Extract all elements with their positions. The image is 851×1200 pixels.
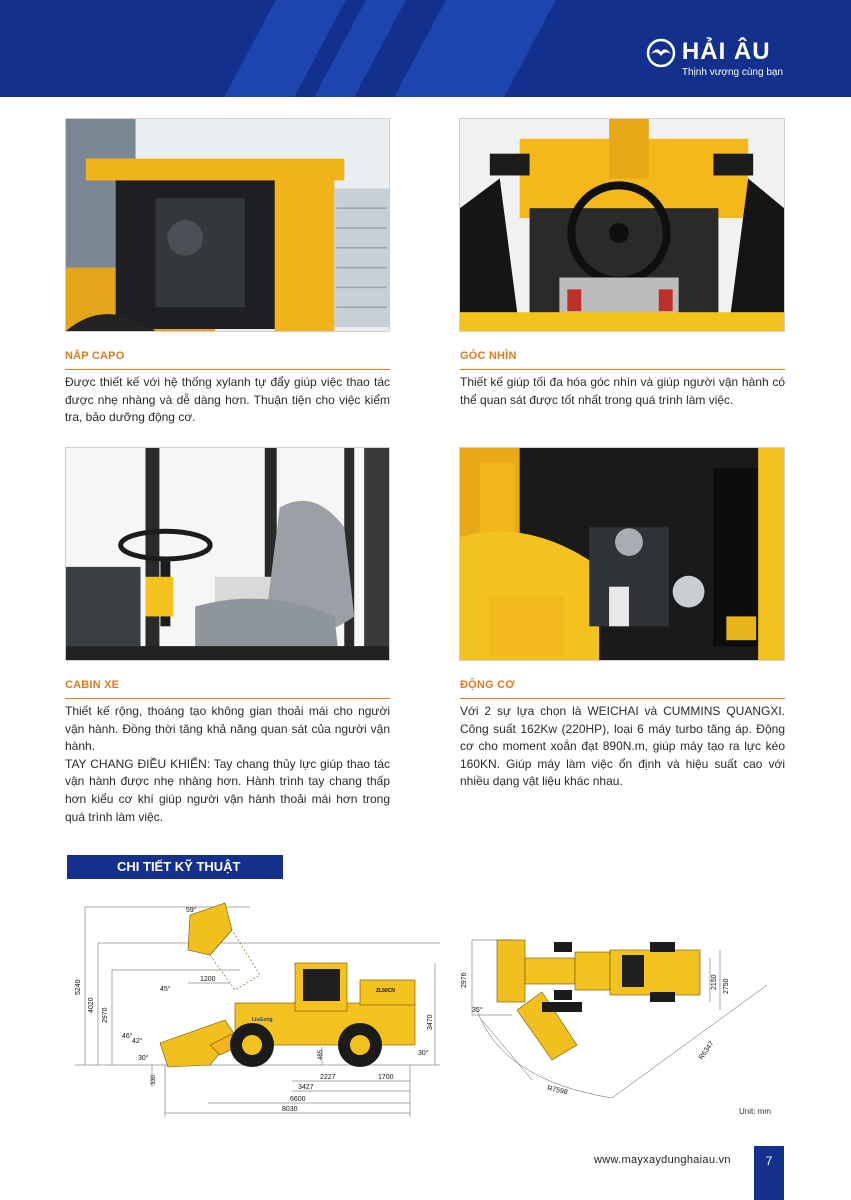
top-view-diagram bbox=[462, 930, 782, 1105]
angle-label: 30° bbox=[418, 1050, 429, 1057]
page-number: 7 bbox=[754, 1146, 784, 1200]
brand-name: HẢI ÂU bbox=[681, 38, 771, 65]
section-body-hood bbox=[65, 374, 390, 427]
height-label: 330 bbox=[151, 1074, 157, 1085]
section-body-cabin bbox=[65, 703, 390, 826]
dim-label: R7598 bbox=[546, 1085, 569, 1097]
angle-label: 42° bbox=[132, 1038, 143, 1045]
length-label: 1700 bbox=[378, 1074, 394, 1081]
height-label: 2970 bbox=[102, 1007, 109, 1023]
section-divider bbox=[65, 369, 390, 370]
height-label: 4020 bbox=[88, 997, 95, 1013]
top-bucket bbox=[497, 940, 525, 1002]
section-title-cabin: CABIN XE bbox=[65, 679, 120, 691]
model-label: ZL50CN bbox=[376, 988, 395, 994]
unit-note: Unit: mm bbox=[739, 1107, 771, 1116]
hood-photo bbox=[65, 118, 390, 332]
dim-label: 2150 bbox=[711, 974, 718, 990]
view-photo bbox=[459, 118, 785, 332]
section-text: Thiết kế giúp tối đa hóa góc nhìn và giúp người vận hành có thể quan sát được tốt nhất trong quá trình làm việc. bbox=[460, 375, 785, 407]
section-text: Với 2 sự lựa chọn là WEICHAI và CUMMINS QUANGXI. Công suất 162Kw (220HP), loại 6 máy turbo tăng áp. Động cơ cho moment xoắn đạt 890N.m, giúp máy tạo ra lực kéo 160KN. Giúp máy làm việc ổn định và hiệu suất cao với nhiều dạng vật liệu khác nhau. bbox=[460, 704, 785, 789]
section-title-engine: ĐỘNG CƠ bbox=[460, 679, 515, 691]
header-stripe bbox=[394, 0, 556, 97]
seagull-logo-icon bbox=[646, 38, 676, 68]
angle-label: 30° bbox=[138, 1055, 149, 1062]
section-text: Thiết kế rộng, thoáng tạo không gian thoải mái cho người vận hành. Đồng thời tăng khả năng quan sát của người vận hành. bbox=[65, 704, 390, 754]
length-label: 6600 bbox=[290, 1096, 306, 1103]
reach-label: 1200 bbox=[200, 976, 216, 983]
section-text: TAY CHANG ĐIỀU KHIỂN: Tay chang thủy lực giúp thao tác vận hành được nhẹ nhàng hơn. Hành trình tay chang thấp hơn kiểu cơ khí giúp người vận hành thoải mái hơn trong quá trình làm việc. bbox=[65, 756, 390, 824]
dim-label: 2750 bbox=[723, 978, 730, 994]
dim-label: R6347 bbox=[697, 1040, 716, 1062]
dim-label: 35° bbox=[472, 1007, 483, 1014]
height-label: 3470 bbox=[427, 1014, 434, 1030]
section-divider bbox=[460, 369, 785, 370]
angle-label: 46° bbox=[122, 1033, 133, 1040]
length-label: 8030 bbox=[282, 1106, 298, 1113]
brand-logo bbox=[682, 38, 783, 78]
brand-slogan: Thịnh vượng cùng bạn bbox=[681, 67, 783, 78]
length-label: 2227 bbox=[320, 1074, 336, 1081]
angle-label: 59° bbox=[186, 907, 197, 914]
dim-label: 2976 bbox=[461, 972, 468, 988]
footer-url: www.mayxaydunghaiau.vn bbox=[594, 1154, 731, 1166]
section-body-engine bbox=[460, 703, 785, 791]
height-label: 5240 bbox=[75, 979, 82, 995]
height-label: 485 bbox=[318, 1049, 324, 1060]
section-text: Được thiết kế với hệ thống xylanh tự đẩy giúp việc thao tác được nhẹ nhàng và dễ dàng hơn. Thuận tiện cho việc kiểm tra, bảo dưỡng động cơ. bbox=[65, 375, 390, 425]
section-divider bbox=[65, 698, 390, 699]
section-body-view bbox=[460, 374, 785, 409]
angle-label: 45° bbox=[160, 986, 171, 993]
section-divider bbox=[460, 698, 785, 699]
engine-photo bbox=[459, 447, 785, 661]
side-view-diagram bbox=[60, 895, 450, 1120]
brand-mark-label: LiuGong bbox=[252, 1017, 273, 1023]
header-banner bbox=[0, 0, 851, 97]
spec-banner: CHI TIẾT KỸ THUẬT bbox=[67, 855, 283, 879]
length-label: 3427 bbox=[298, 1084, 314, 1091]
cabin-photo bbox=[65, 447, 390, 661]
section-title-hood: NẮP CAPO bbox=[65, 350, 125, 362]
section-title-view: GÓC NHÌN bbox=[460, 350, 517, 362]
